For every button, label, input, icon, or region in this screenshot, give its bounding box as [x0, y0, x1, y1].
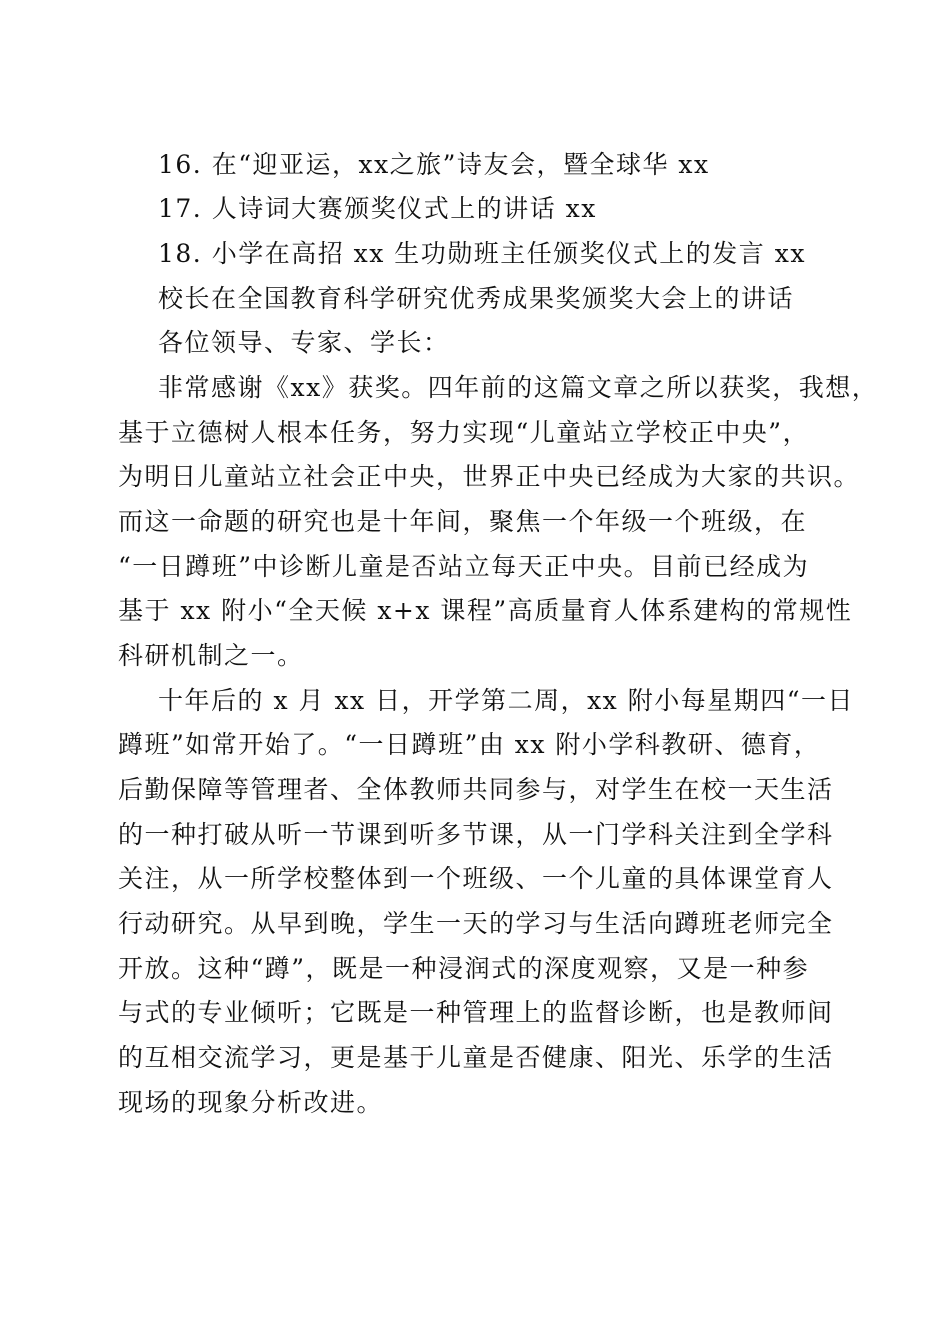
- paragraph2-line: 的互相交流学习，更是基于儿童是否健康、阳光、乐学的生活: [118, 1043, 834, 1072]
- paragraph1-line: 科研机制之一。: [118, 641, 304, 670]
- toc-item-16: 16. 在“迎亚运，xx之旅”诗友会，暨全球华 xx: [158, 150, 710, 179]
- paragraph2-line: 后勤保障等管理者、全体教师共同参与，对学生在校一天生活: [118, 775, 834, 804]
- paragraph1-line: 非常感谢《xx》获奖。四年前的这篇文章之所以获奖，我想，: [158, 373, 879, 402]
- speech-title: 校长在全国教育科学研究优秀成果奖颁奖大会上的讲话: [158, 284, 795, 313]
- toc-item-17: 17. 人诗词大赛颁奖仪式上的讲话 xx: [158, 194, 597, 223]
- paragraph1-line: 而这一命题的研究也是十年间，聚焦一个年级一个班级，在: [118, 507, 808, 536]
- paragraph2-line: 的一种打破从听一节课到听多节课，从一门学科关注到全学科: [118, 820, 834, 849]
- paragraph2-line: 蹲班”如常开始了。“一日蹲班”由 xx 附小学科教研、德育，: [118, 730, 821, 759]
- paragraph1-line: 基于 xx 附小“全天候 x+x 课程”高质量育人体系建构的常规性: [118, 596, 853, 625]
- paragraph1-line: 基于立德树人根本任务，努力实现“儿童站立学校正中央”，: [118, 418, 810, 447]
- paragraph2-line: 关注，从一所学校整体到一个班级、一个儿童的具体课堂育人: [118, 864, 834, 893]
- paragraph2-line: 开放。这种“蹲”，既是一种浸润式的深度观察，又是一种参: [118, 954, 810, 983]
- salutation: 各位领导、专家、学长：: [158, 328, 450, 357]
- paragraph2-line: 与式的专业倾听；它既是一种管理上的监督诊断，也是教师间: [118, 998, 834, 1027]
- paragraph2-line: 现场的现象分析改进。: [118, 1088, 384, 1117]
- paragraph1-line: “一日蹲班”中诊断儿童是否站立每天正中央。目前已经成为: [118, 552, 810, 581]
- toc-item-18: 18. 小学在高招 xx 生功勋班主任颁奖仪式上的发言 xx: [158, 239, 806, 268]
- paragraph2-line: 行动研究。从早到晚，学生一天的学习与生活向蹲班老师完全: [118, 909, 834, 938]
- paragraph1-line: 为明日儿童站立社会正中央，世界正中央已经成为大家的共识。: [118, 462, 861, 491]
- paragraph2-line: 十年后的 x 月 xx 日，开学第二周，xx 附小每星期四“一日: [158, 686, 855, 715]
